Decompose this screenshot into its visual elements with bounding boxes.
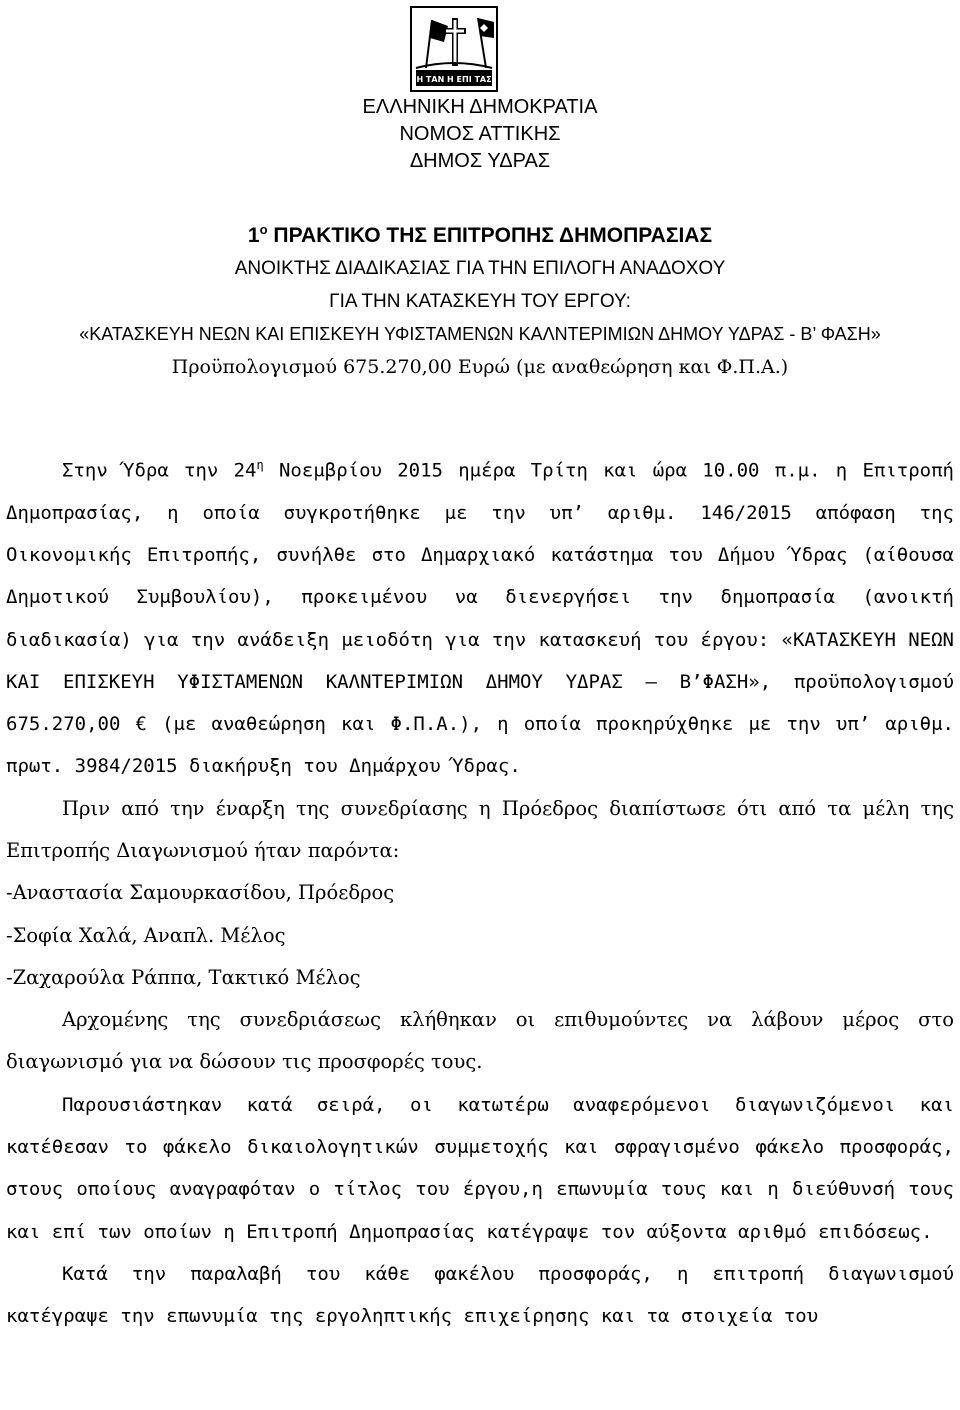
title-line-4: «ΚΑΤΑΣΚΕΥΗ ΝΕΩΝ ΚΑΙ ΕΠΙΣΚΕΥΗ ΥΦΙΣΤΑΜΕΝΩΝ ΚΑΛΝΤΕΡΙΜΙΩΝ ΔΗΜΟΥ ΥΔΡΑΣ - Β’ ΦΑΣΗ» [79,324,881,344]
paragraph-4: Παρουσιάστηκαν κατά σειρά, οι κατωτέρω αναφερόμενοι διαγωνιζόμενοι και κατέθεσαν το φάκελο δικαιολογητικών συμμετοχής και σφραγισμένο φάκελο προσφοράς, στους οποίους αναγραφόταν ο τίτλος του έργου,η επωνυμία τους και η διεύθυνσή τους και επί των οποίων η Επιτροπή Δημοπρασίας κατέγραψε τον αύξοντα αριθμό επιδόσεως. [6,1093,954,1243]
p1-rest: Νοεμβρίου 2015 ημέρα Τρίτη και ώρα 10.00 π.μ. η Επιτροπή Δημοπρασίας, η οποία συγκροτήθηκε με την υπ’ αριθμ. 146/2015 απόφαση της Οικονομικής Επιτροπής, συνήλθε στο Δημαρχιακό κατάστημα του Δήμου Ύδρας (αίθουσα Δημοτικού Συμβουλίου), προκειμένου να διενεργήσει την δημοπρασία (ανοικτή διαδικασία) για την ανάδειξη μειοδότη για την κατασκευή του έργου: «ΚΑΤΑΣΚΕΥΗ ΝΕΩΝ ΚΑΙ ΕΠΙΣΚΕΥΗ ΥΦΙΣΤΑΜΕΝΩΝ ΚΑΛΝΤΕΡΙΜΙΩΝ ΔΗΜΟΥ ΥΔΡΑΣ – Β’ΦΑΣΗ», προϋπολογισμού 675.270,00 € (με αναθεώρηση και Φ.Π.Α.), η οποία προκηρύχθηκε με την υπ’ αριθμ. πρωτ. 3984/2015 διακήρυξη του Δημάρχου Ύδρας. [6,459,954,778]
prefecture-name: ΝΟΜΟΣ ΑΤΤΙΚΗΣ [399,123,561,145]
title-line-2: ΑΝΟΙΚΤΗΣ ΔΙΑΔΙΚΑΣΙΑΣ ΓΙΑ ΤΗΝ ΕΠΙΛΟΓΗ ΑΝΑΔΟΧΟΥ [234,258,726,279]
title-line-3: ΓΙΑ ΤΗΝ ΚΑΤΑΣΚΕΥΗ ΤΟΥ ΕΡΓΟΥ: [329,291,631,312]
paragraph-2: Πριν από την έναρξη της συνεδρίασης η Πρόεδρος διαπίστωσε ότι από τα μέλη της Επιτροπής Διαγωνισμού ήταν παρόντα: [6,796,954,862]
paragraph-5: Κατά την παραλαβή του κάθε φακέλου προσφοράς, η επιτροπή διαγωνισμού κατέγραψε την επωνυμία της εργοληπτικής επιχείρησης και τα στοιχεία του [6,1262,954,1328]
member-2: -Σοφία Χαλά, Αναπλ. Μέλος [6,923,286,947]
municipality-seal [410,6,498,92]
document-title [0,213,960,252]
title-main: ΠΡΑΚΤΙΚΟ ΤΗΣ ΕΠΙΤΡΟΠΗΣ ΔΗΜΟΠΡΑΣΙΑΣ [273,224,713,247]
title-budget: Προϋπολογισμού 675.270,00 Ευρώ (με αναθεώρηση και Φ.Π.Α.) [171,356,789,378]
municipality-name: ΔΗΜΟΣ ΥΔΡΑΣ [409,150,551,172]
p1-start: Στην Ύδρα την 24 [62,459,257,482]
paragraph-1 [6,444,954,788]
title-number: 1 [247,224,260,247]
header-block [300,94,660,175]
document-title-block [0,213,960,384]
seal-banner-text: Η ΤΑΝ Η ΕΠΙ ΤΑΣ [416,75,492,84]
document-body [6,444,954,1338]
title-ordinal: ο [259,222,268,237]
p1-sup: η [256,458,264,472]
member-1: -Αναστασία Σαμουρκασίδου, Πρόεδρος [6,881,395,905]
paragraph-3: Αρχομένης της συνεδριάσεως κλήθηκαν οι επιθυμούντες να λάβουν μέρος στο διαγωνισμό για να δώσουν τις προσφορές τους. [6,1008,954,1074]
republic-name: ΕΛΛΗΝΙΚΗ ΔΗΜΟΚΡΑΤΙΑ [362,96,598,118]
seal-icon [410,6,498,92]
member-3: -Ζαχαρούλα Ράππα, Τακτικό Μέλος [6,965,361,989]
